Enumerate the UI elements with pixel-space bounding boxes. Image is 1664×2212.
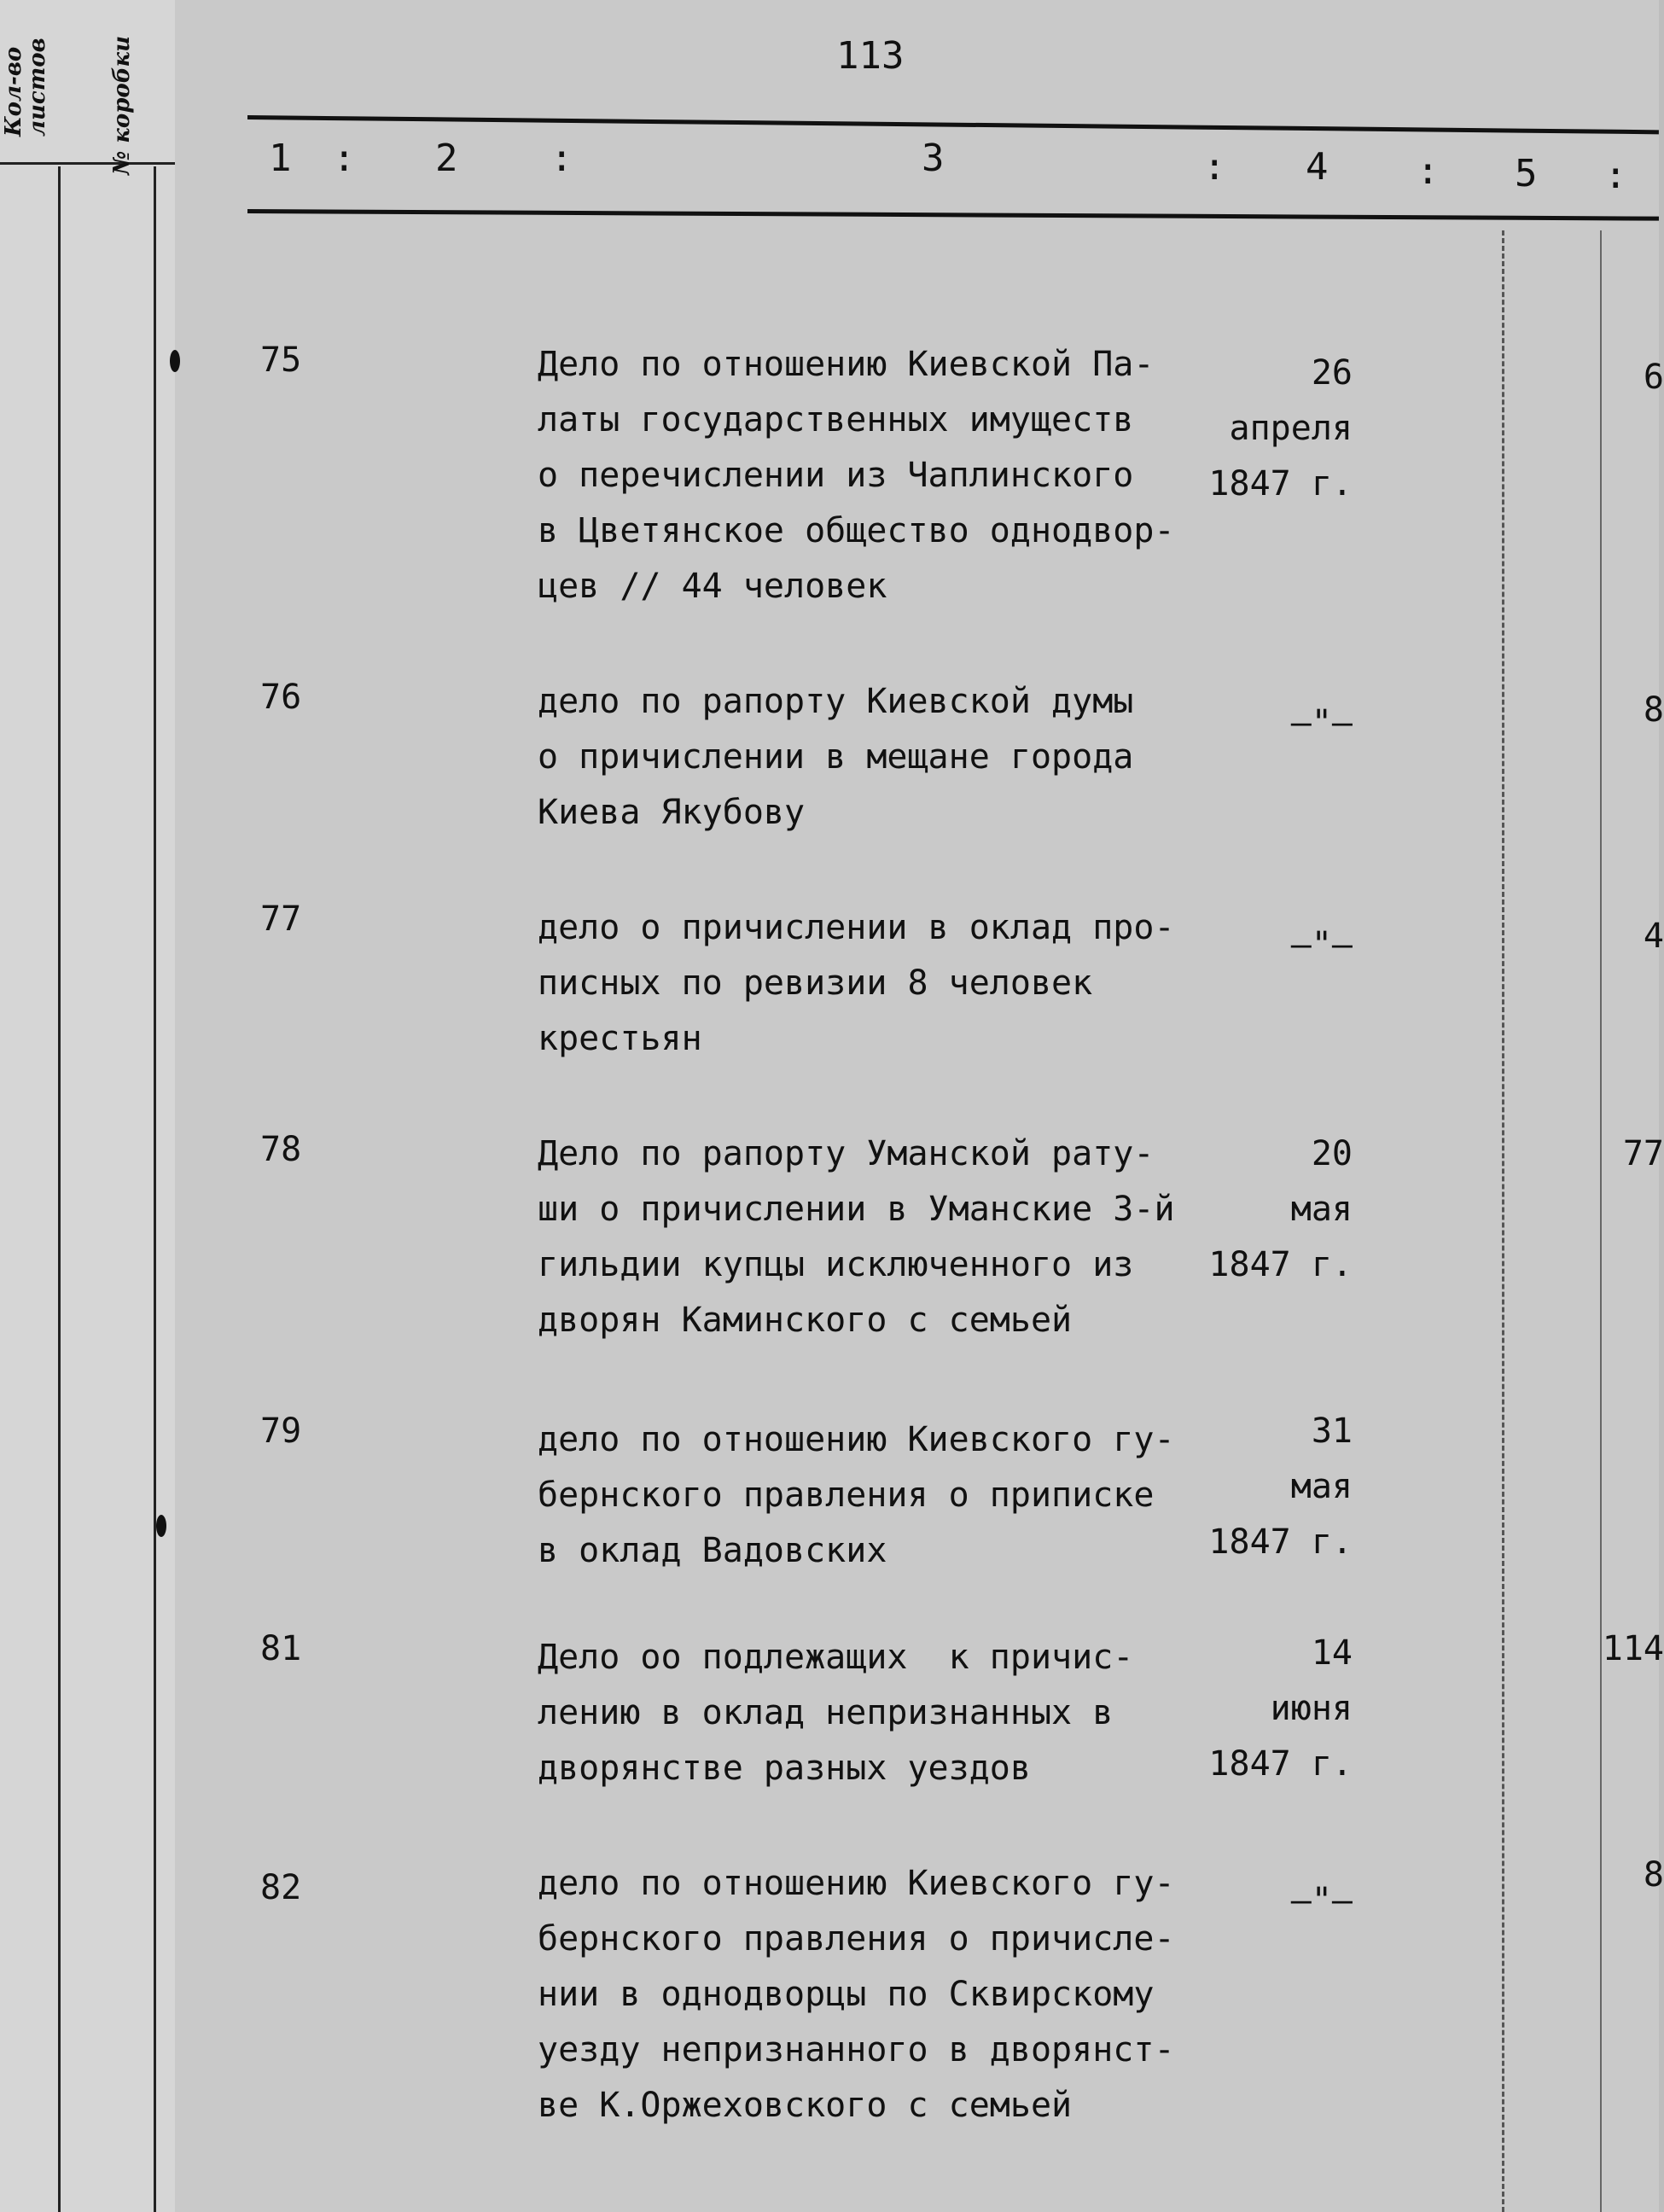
margin-header-rule [0, 162, 175, 165]
column-number: 2 [435, 137, 458, 180]
entry-sheets: 8 [1643, 1855, 1664, 1895]
column-number: 5 [1515, 152, 1538, 195]
header-bottom-rule [247, 209, 1659, 221]
entry-number: 81 [260, 1629, 302, 1668]
entry-description: дело по рапорту Киевской думы о причислении в мещане города Киева Якубову [538, 682, 1134, 832]
column-divider [1600, 230, 1602, 2212]
entry-description: Дело оо подлежащих к причис- лению в оклад непризнанных в дворянстве разных уездов [538, 1638, 1134, 1788]
entry-sheets: 77 [1622, 1134, 1664, 1173]
entry-description: дело по отношению Киевского гу- бернского правления о приписке в оклад Вадовских [538, 1420, 1175, 1570]
entry-date: 20 мая 1847 г. [1208, 1134, 1353, 1284]
column-separator: : [1417, 149, 1440, 193]
margin-header-sheets: Кол-во листов [1, 38, 50, 137]
entry-date: –"– [1290, 925, 1353, 964]
column-separator: : [333, 137, 356, 180]
entry-sheets: 6 [1643, 358, 1664, 397]
column-number: 1 [269, 137, 292, 180]
entry-date: 14 июня 1847 г. [1208, 1633, 1353, 1784]
entry-date: –"– [1290, 1881, 1353, 1920]
binding-hole-mark [156, 1515, 166, 1537]
register-page [175, 0, 1664, 2212]
column-divider [1502, 230, 1504, 2212]
entry-number: 77 [260, 899, 302, 939]
entry-date: 31 мая 1847 г. [1208, 1412, 1353, 1562]
column-number: 4 [1306, 145, 1329, 189]
entry-sheets: 4 [1643, 917, 1664, 956]
margin-header-box: № коробки [109, 35, 135, 175]
margin-column-rule [58, 166, 61, 2212]
entry-date: –"– [1290, 703, 1353, 742]
entry-date: 26 апреля 1847 г. [1208, 353, 1353, 504]
header-top-rule [247, 115, 1659, 134]
entry-number: 82 [260, 1868, 302, 1907]
column-number: 3 [922, 137, 945, 180]
entry-number: 79 [260, 1412, 302, 1451]
margin-column-rule [154, 166, 156, 2212]
entry-description: Дело по рапорту Уманской рату- ши о причислении в Уманские 3-й гильдии купцы исключенного из дворян Каминского с семьей [538, 1134, 1175, 1340]
entry-description: дело по отношению Киевского гу- бернского правления о причисле- нии в однодворцы по Сквирскому уезду непризнанного в дворянст- ве К.Оржеховского с семьей [538, 1864, 1175, 2125]
column-separator: : [1203, 145, 1226, 189]
entry-sheets: 114 [1602, 1629, 1664, 1668]
column-separator: : [1604, 154, 1627, 197]
entry-number: 78 [260, 1130, 302, 1169]
column-separator: : [550, 137, 573, 180]
entry-number: 75 [260, 341, 302, 380]
entry-description: Дело по отношению Киевской Па- латы государственных имуществ о перечислении из Чаплинского в Цветянское общество однодвор- цев // 44 человек [538, 345, 1175, 606]
entry-number: 76 [260, 678, 302, 717]
binding-hole-mark [170, 350, 180, 372]
entry-sheets: 8 [1643, 690, 1664, 730]
margin-strip [0, 0, 177, 2212]
page-number: 113 [836, 34, 905, 78]
entry-description: дело о причислении в оклад про- писных по ревизии 8 человек крестьян [538, 908, 1175, 1058]
